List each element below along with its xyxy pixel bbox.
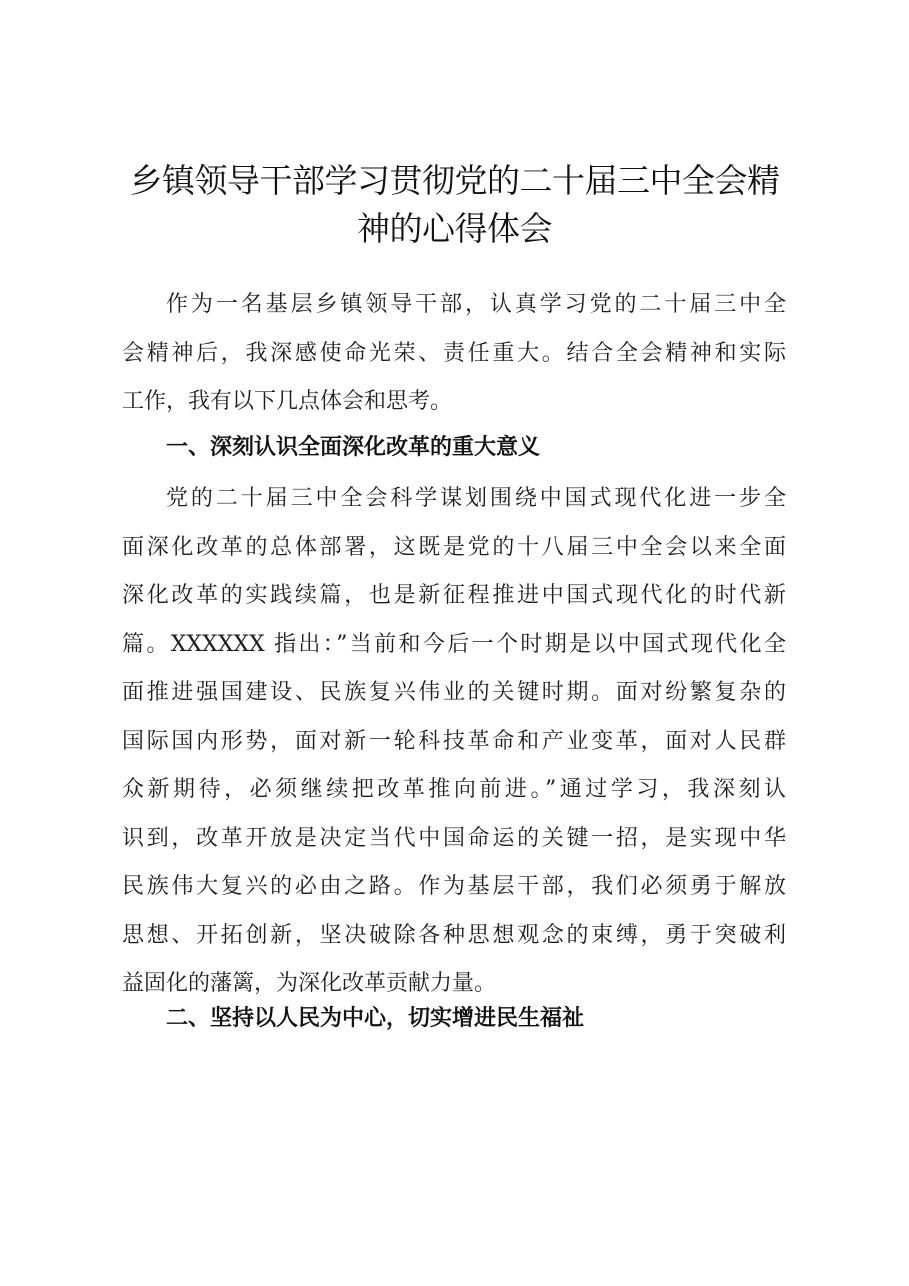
- intro-line-2: 会精神后，我深感使命光荣、责任重大。结合全会精神和实际: [122, 340, 786, 366]
- section-1-heading: 一、深刻认识全面深化改革的重大意义: [166, 435, 541, 460]
- section-1-paragraph: [122, 475, 786, 1009]
- section-1-line-9: 民族伟大复兴的必由之路。作为基层干部，我们必须勇于解放: [122, 874, 786, 899]
- intro-line-3: 工作，我有以下几点体会和思考。: [122, 389, 453, 414]
- section-1-line-4: 篇。XXXXXX 指出：”当前和今后一个时期是以中国式现代化全: [122, 631, 786, 657]
- title-line-1: 乡镇领导干部学习贯彻党的二十届三中全会精: [129, 161, 780, 200]
- section-1-line-3: 深化改革的实践续篇，也是新征程推进中国式现代化的时代新: [122, 583, 786, 608]
- section-1-line-10: 思想、开拓创新，坚决破除各种思想观念的束缚，勇于突破利: [122, 922, 786, 948]
- section-1-line-5: 面推进强国建设、民族复兴伟业的关键时期。面对纷繁复杂的: [122, 680, 786, 705]
- document-title: [100, 157, 809, 253]
- section-1-line-2: 面深化改革的总体部署，这既是党的十八届三中全会以来全面: [122, 534, 786, 560]
- section-2-heading: 二、坚持以人民为中心，切实增进民生福祉: [166, 1006, 585, 1031]
- section-1-line-1: 党的二十届三中全会科学谋划围绕中国式现代化进一步全: [166, 486, 786, 511]
- section-1-line-7: 众新期待，必须继续把改革推向前进。”通过学习，我深刻认: [122, 777, 786, 802]
- section-1-line-11: 益固化的藩篱，为深化改革贡献力量。: [122, 971, 497, 996]
- section-1-line-8: 识到，改革开放是决定当代中国命运的关键一招，是实现中华: [122, 825, 786, 851]
- title-line-2: 神的心得体会: [357, 209, 552, 248]
- intro-line-1: 作为一名基层乡镇领导干部，认真学习党的二十届三中全: [166, 292, 786, 317]
- intro-paragraph: [122, 281, 786, 427]
- section-1-line-6: 国际国内形势，面对新一轮科技革命和产业变革，面对人民群: [122, 728, 786, 754]
